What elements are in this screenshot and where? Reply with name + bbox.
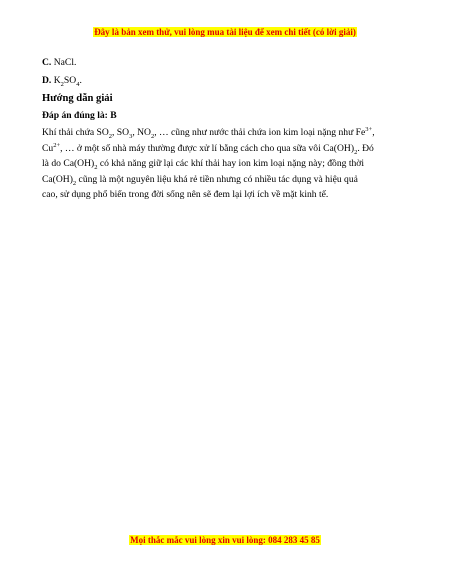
answer-label: Đáp án đúng là: B: [42, 110, 117, 121]
explanation-line-5: cao, sử dụng phổ biến trong đời sống nên sẽ đem lại lợi ích về mặt kinh tế.: [42, 189, 329, 201]
explanation-line-3: là do $Ca(OH)_2$ có khả năng giữ lại các khí thải hay ion kim loại nặng này; đồng thời: [42, 158, 365, 172]
option-text: $K_2SO_4$.: [53, 75, 82, 88]
solution-heading: Hướng dẫn giải: [42, 93, 113, 104]
explanation-line-4: $Ca(OH)_2$ cũng là một nguyên liệu khá rẻ tiền nhưng có nhiều tác dụng và hiệu quả: [42, 173, 358, 187]
option-letter: C.: [42, 57, 52, 68]
explanation-line-1: Khí thải chứa $SO_2$, $SO_3$, $NO_2$, … cũng như nước thải chứa ion kim loại nặng như $Fe^{3+}$,: [42, 125, 375, 140]
option-text: NaCl.: [53, 57, 77, 68]
option-c: [42, 55, 408, 70]
option-d: [42, 73, 408, 88]
document-content: [42, 55, 408, 203]
preview-notice-banner: [0, 27, 450, 37]
explanation-line-2: $Cu^{2+}$, … ở một số nhà máy thường được xử lí bằng cách cho qua sữa vôi $Ca(OH)_2$. Đó: [42, 141, 374, 156]
explanation-paragraph: [42, 125, 408, 203]
contact-notice-text: Mọi thắc mắc vui lòng xin vui lòng: 084 283 45 85: [130, 535, 320, 545]
contact-notice-banner: [0, 535, 450, 545]
option-letter: D.: [42, 75, 52, 86]
preview-notice-text: Đây là bản xem thử, vui lòng mua tài liệu để xem chi tiết (có lời giải): [94, 27, 356, 37]
